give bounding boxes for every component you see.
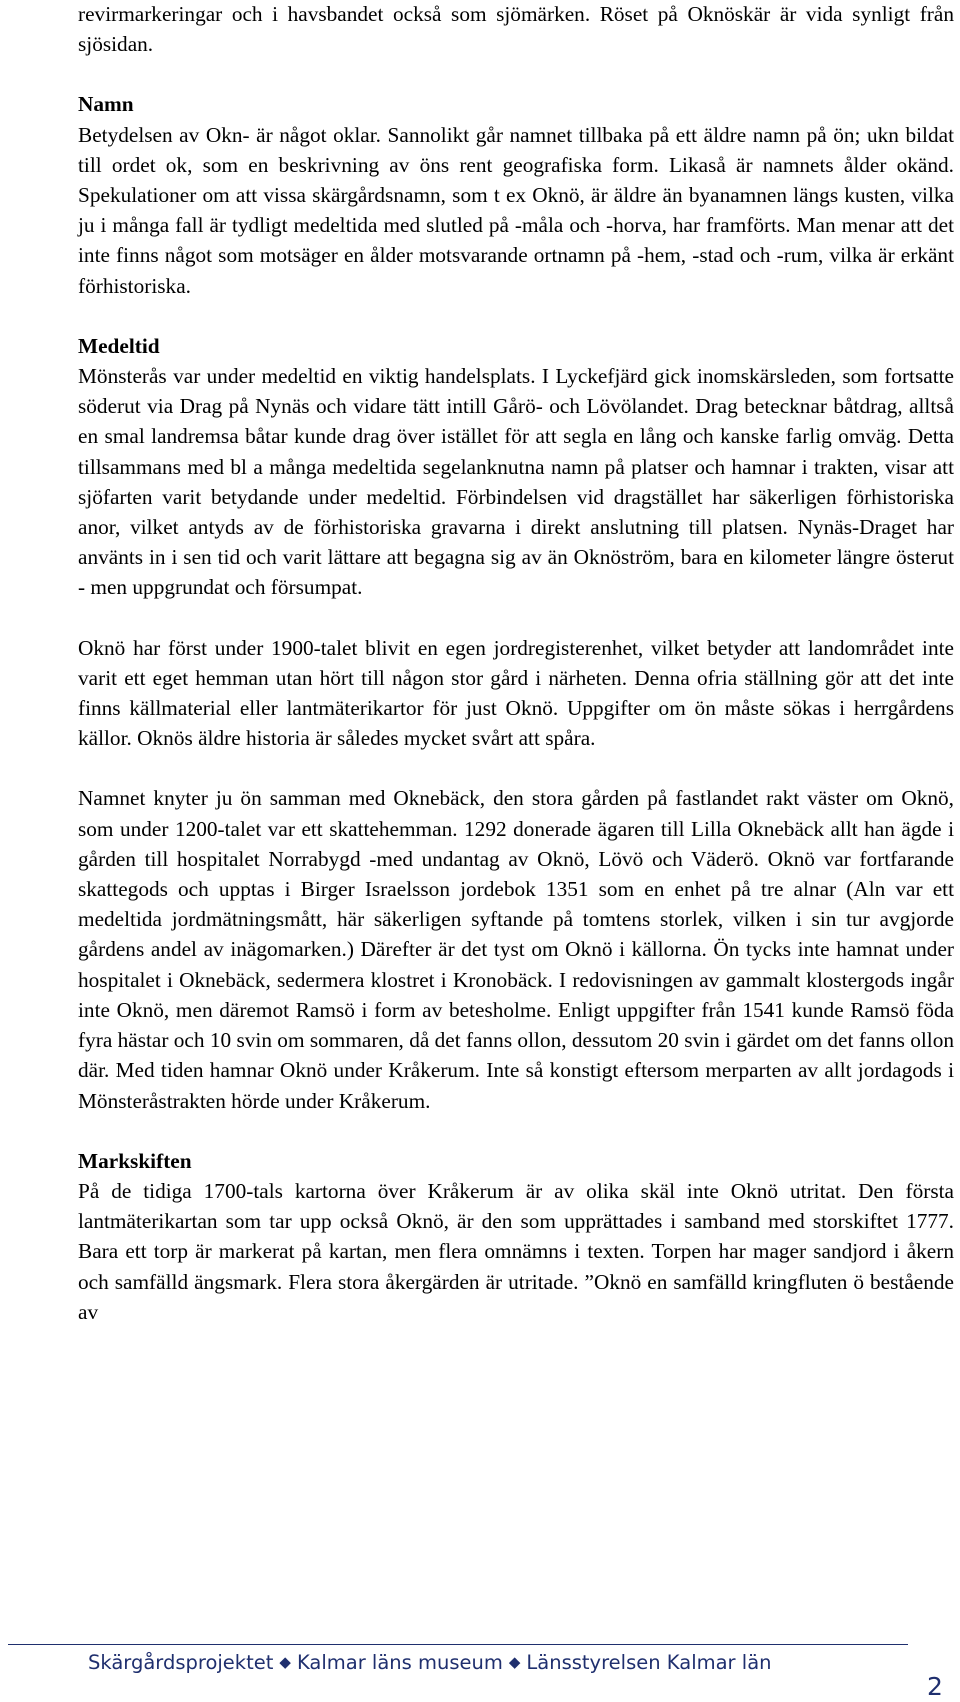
paragraph-intro-tail: revirmarkeringar och i havsbandet också som sjömärken. Röset på Oknöskär är vida synligt från sjösidan. <box>78 2 954 57</box>
document-body <box>78 0 954 1327</box>
footer-museum-name: Kalmar läns museum <box>296 1651 503 1674</box>
footer <box>88 1651 772 1674</box>
page-number: 2 <box>927 1672 943 1701</box>
paragraph-medeltid-1: Mönsterås var under medeltid en viktig handelsplats. I Lyckefjärd gick inomskärsleden, som fortsatte söderut via Drag på Nynäs och vidare tätt intill Gårö- och Lövölandet. Drag betecknar båtdrag, alltså en smal landremsa båtar kunde drag över istället för att segla en lång och kanske farlig omväg. Detta tillsammans med bl a många medeltida segelanknutna namn på platser och hamnar i trakten, visar att sjöfarten varit betydande under medeltid. Förbindelsen vid dragstället har säkerligen förhistoriska anor, vilket antyds av de förhistoriska gravarna i direkt anslutning till platsen. Nynäs-Draget har använts in i sen tid och varit lättare att begagna sig av än Oknöström, bara en kilometer längre österut - men uppgrundat och försumpat. <box>78 364 954 600</box>
paragraph-medeltid-3: Namnet knyter ju ön samman med Oknebäck, den stora gården på fastlandet rakt väster om Oknö, som under 1200-talet var ett skattehemman. 1292 donerade ägaren till Lilla Oknebäck allt han ägde i gården till hospitalet Norrabygd -med undantag av Oknö, Lövö och Väderö. Oknö var fortfarande skattegods och upptas i Birger Israelsson jordebok 1351 som en enhet på tre alnar (Aln var ett medeltida jordmätningsmått, här säkerligen syftande på tomtens storlek, vilken i sin tur avgjorde gårdens andel av inägomarken.) Därefter är det tyst om Oknö i källorna. Ön tycks inte hamnat under hospitalet i Oknebäck, sedermera klostret i Kronobäck. I redovisningen av gammalt klostergods ingår inte Oknö, men däremot Ramsö i form av betesholme. Enligt uppgifter från 1541 kunde Ramsö föda fyra hästar och 10 svin om sommaren, då det fanns ollon, dessutom 20 svin i gärdet om det fanns ollon där. Med tiden hamnar Oknö under Kråkerum. Inte så konstigt eftersom merparten av allt jordagods i Mönsteråstrakten hörde under Kråkerum. <box>78 786 954 1113</box>
heading-markskiften: Markskiften <box>78 1148 192 1173</box>
heading-medeltid: Medeltid <box>78 333 160 358</box>
paragraph-medeltid-2: Oknö har först under 1900-talet blivit en egen jordregisterenhet, vilket betyder att landområdet inte varit ett eget hemman utan hört till någon stor gård i närheten. Denna ofria ställning gör att det inte finns källmaterial eller lantmäterikartor för just Oknö. Uppgifter om ön måste sökas i herrgårdens källor. Oknös äldre historia är således mycket svårt att spåra. <box>78 635 954 751</box>
paragraph-namn: Betydelsen av Okn- är något oklar. Sannolikt går namnet tillbaka på ett äldre namn på ön; ukn bildat till ordet ok, som en beskrivning av öns rent geografiska form. Likaså är namnets ålder okänd. Spekulationer om att vissa skärgårdsnamn, som t ex Oknö, är äldre än byanamnen längs kusten, vilka ju i många fall är tydligt medeltida med slutled på -måla och -horva, har framförts. Man menar att det inte finns något som motsäger en ålder motsvarande ortnamn på -hem, -stad och -rum, vilka är erkänt förhistoriska. <box>78 122 954 298</box>
heading-namn: Namn <box>78 92 134 117</box>
footer-divider <box>8 1644 908 1645</box>
diamond-icon: ◆ <box>279 1653 291 1671</box>
footer-county-name: Länsstyrelsen Kalmar län <box>526 1651 772 1674</box>
footer-project-name: Skärgårdsprojektet <box>88 1651 274 1674</box>
diamond-icon: ◆ <box>508 1653 521 1671</box>
paragraph-markskiften: På de tidiga 1700-tals kartorna över Kråkerum är av olika skäl inte Oknö utritat. Den första lantmäterikartan som tar upp också Oknö, är den som upprättades i samband med storskiftet 1777. Bara ett torp är markerat på kartan, men flera omnämns i texten. Torpen har mager sandjord i åkern och samfälld ängsmark. Flera stora åkergärden är utritade. ”Oknö en samfälld kringfluten ö bestående av <box>78 1178 954 1324</box>
